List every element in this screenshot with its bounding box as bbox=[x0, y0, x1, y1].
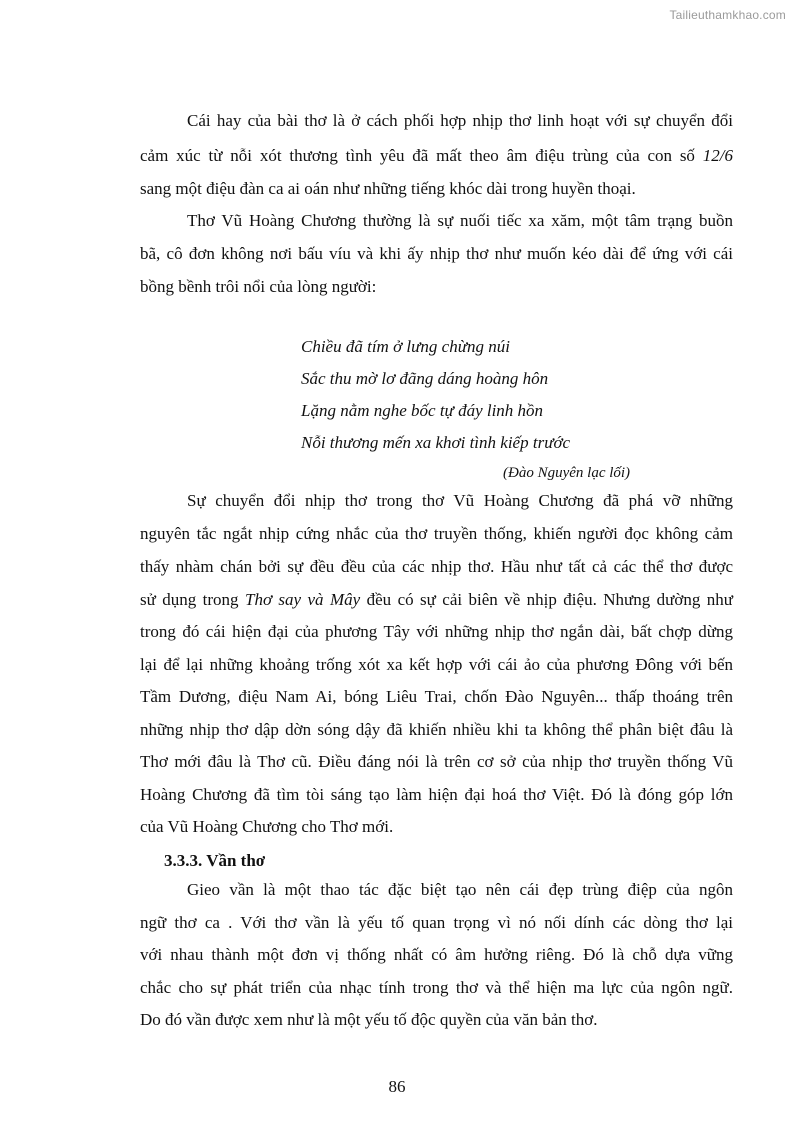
paragraph-3-line-3: thấy nhàm chán bởi sự đều đều của các nhịp thơ. Hầu như tất cả các thể thơ được bbox=[140, 557, 733, 576]
paragraph-3-line-2: nguyên tắc ngắt nhịp cứng nhắc của thơ truyền thống, khiến người đọc không cảm bbox=[140, 524, 733, 543]
poem-line-4: Nỗi thương mến xa khơi tình kiếp trước bbox=[301, 433, 571, 452]
paragraph-3-line-1: Sự chuyển đổi nhịp thơ trong thơ Vũ Hoàng Chương đã phá vỡ những bbox=[187, 491, 733, 510]
paragraph-3-line-7: Tầm Dương, điệu Nam Ai, bóng Liêu Trai, chốn Đào Nguyên... thấp thoáng trên bbox=[140, 687, 733, 706]
watermark: Tailieuthamkhao.com bbox=[669, 8, 786, 22]
paragraph-4-line-5: Do đó vần được xem như là một yếu tố độc quyền của văn bản thơ. bbox=[140, 1010, 598, 1029]
page-number: 86 bbox=[388, 1077, 406, 1096]
paragraph-3-line-10: Hoàng Chương đã tìm tòi sáng tạo làm hiện đại hoá thơ Việt. Đó là đóng góp lớn bbox=[140, 785, 733, 804]
paragraph-3-line-11: của Vũ Hoàng Chương cho Thơ mới. bbox=[140, 817, 394, 836]
paragraph-2-line-3: bồng bềnh trôi nổi của lòng người: bbox=[140, 277, 377, 296]
poem-line-1: Chiều đã tím ở lưng chừng núi bbox=[301, 337, 510, 356]
paragraph-1-line-2 bbox=[140, 146, 733, 166]
paragraph-4-line-1: Gieo vần là một thao tác đặc biệt tạo nên cái đẹp trùng điệp của ngôn bbox=[187, 880, 733, 899]
poem-line-3: Lặng nằm nghe bốc tự đáy linh hồn bbox=[301, 401, 544, 420]
poem-line-2: Sắc thu mờ lơ đãng dáng hoàng hôn bbox=[301, 369, 549, 388]
paragraph-3-line-9: Thơ mới đâu là Thơ cũ. Điều đáng nói là trên cơ sở của nhịp thơ truyền thống Vũ bbox=[140, 752, 733, 771]
paragraph-2-line-1: Thơ Vũ Hoàng Chương thường là sự nuối tiếc xa xăm, một tâm trạng buồn bbox=[187, 211, 733, 230]
section-heading: 3.3.3. Vần thơ bbox=[164, 851, 266, 870]
paragraph-3-line-5: trong đó cái hiện đại của phương Tây với những nhịp thơ ngắn dài, bất chợp dừng bbox=[140, 622, 733, 641]
paragraph-1-line-1: Cái hay của bài thơ là ở cách phối hợp nhịp thơ linh hoạt với sự chuyển đổi bbox=[187, 111, 733, 130]
paragraph-3-line-6: lại để lại những khoảng trống xót xa kết hợp với cái ảo của phương Đông với bến bbox=[140, 655, 733, 674]
paragraph-1-line-2-text: cảm xúc từ nỗi xót thương tình yêu đã mất theo âm điệu trùng của con số bbox=[140, 146, 703, 165]
paragraph-1-line-2-italic: 12/6 bbox=[702, 146, 733, 165]
poem-source: (Đào Nguyên lạc lối) bbox=[503, 465, 631, 481]
paragraph-4-line-4: chắc cho sự phát triển của nhạc tính trong thơ và thể hiện ma lực của ngôn ngữ. bbox=[140, 978, 733, 997]
paragraph-1-line-3: sang một điệu đàn ca ai oán như những tiếng khóc dài trong huyền thoại. bbox=[140, 179, 636, 198]
paragraph-3-line-4-text-b: đều có sự cải biên về nhịp điệu. Nhưng dường như bbox=[360, 590, 733, 609]
paragraph-3-line-4 bbox=[140, 590, 733, 610]
paragraph-2-line-2: bã, cô đơn không nơi bấu víu và khi ấy nhịp thơ như muốn kéo dài để ứng với cái bbox=[140, 244, 733, 263]
paragraph-4-line-2: ngữ thơ ca . Với thơ vần là yếu tố quan trọng vì nó nối dính các dòng thơ lại bbox=[140, 913, 733, 932]
paragraph-3-line-4-text-a: sử dụng trong bbox=[140, 590, 245, 609]
paragraph-3-line-4-book-title: Thơ say và Mây bbox=[244, 590, 361, 609]
paragraph-4-line-3: với nhau thành một đơn vị thống nhất có âm hưởng riêng. Đó là chỗ dựa vững bbox=[140, 945, 733, 964]
paragraph-3-line-8: những nhịp thơ dập dờn sóng dậy đã khiến nhiều khi ta không thể phân biệt đâu là bbox=[140, 720, 733, 739]
